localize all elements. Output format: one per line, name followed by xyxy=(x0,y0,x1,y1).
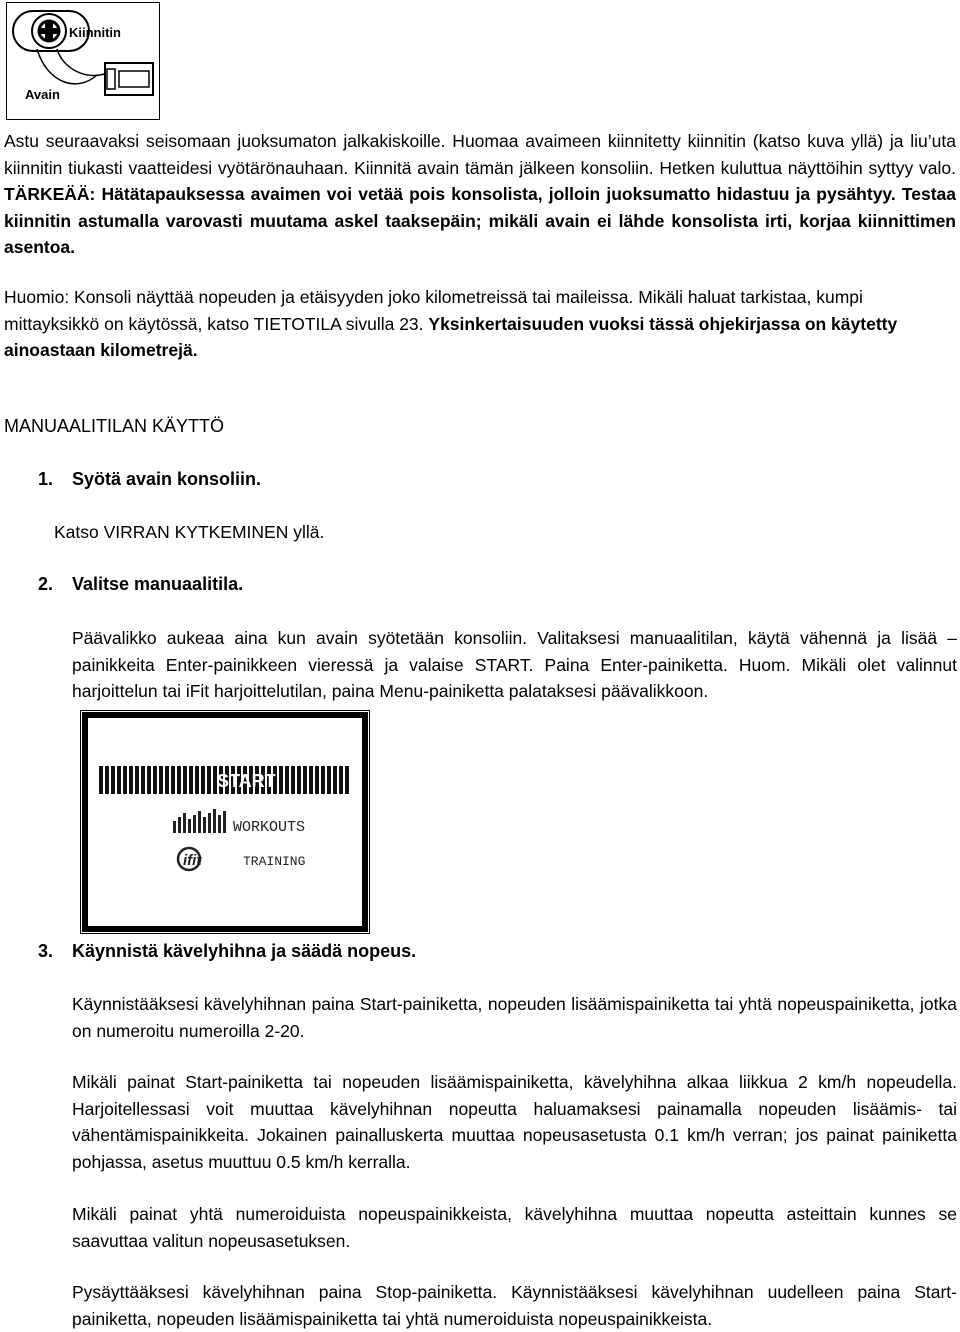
ifit-logo: ifit xyxy=(183,852,202,869)
step-2-number: 2. xyxy=(38,574,54,594)
intro-p1-text: Astu seuraavaksi seisomaan juoksumaton jalkakiskoille. Huomaa avaimeen kiinnitetty kiinnitin (katso kuva yllä) ja liu’uta kiinnitin tiukasti vaatteidesi vyötärönauhaan. Kiinnitä avain tämän jälkeen konsoliin. Hetken kuluttua näyttöihin syttyy valo. xyxy=(4,131,956,178)
key-clip-figure xyxy=(6,2,160,120)
intro-p1-warning: TÄRKEÄÄ: Hätätapauksessa avaimen voi vetää pois konsolista, jolloin juoksumatto hidastuu ja pysähtyy. Testaa kiinnitin astumalla varovasti muutama askel taaksepäin; mikäli avain ei lähde konsolista irti, korjaa kiinnittimen asentoa. xyxy=(4,184,956,257)
key-clip-illustration xyxy=(7,3,159,119)
menu-item-training: TRAINING xyxy=(243,854,306,869)
step-2-title: Valitse manuaalitila. xyxy=(72,574,244,594)
intro-p2-note: Yksinkertaisuuden vuoksi tässä ohjekirjassa on käytetty ainoastaan kilometrejä. xyxy=(4,313,898,360)
section-heading: MANUAALITILAN KÄYTTÖ xyxy=(4,416,225,436)
console-screen-illustration xyxy=(81,711,369,933)
step-3-paragraph-3: Mikäli painat yhtä numeroiduista nopeuspainikkeista, kävelyhihna muuttaa nopeutta asteittain kunnes se saavuttaa valitun nopeusasetuksen. xyxy=(72,1204,957,1251)
menu-item-start: START xyxy=(217,771,276,791)
step-3-title: Käynnistä kävelyhihna ja säädä nopeus. xyxy=(72,941,417,961)
intro-p2-text: Huomio: Konsoli näyttää nopeuden ja etäisyyden joko kilometreissä tai maileissa. Mikäli haluat tarkistaa, kumpi mittayksikkö on käytössä, katso TIETOTILA sivulla 23. xyxy=(4,287,863,334)
step-2-text: Päävalikko aukeaa aina kun avain syötetään konsoliin. Valitaksesi manuaalitilan, käytä vähennä ja lisää –painikkeita Enter-painikkeen vieressä ja valaise START. Paina Enter-painiketta. Huom. Mikäli olet valinnut harjoittelun tai iFit harjoittelutilan, paina Menu-painiketta palataksesi päävalikkoon. xyxy=(72,628,957,701)
intro-paragraph-2 xyxy=(4,284,956,364)
step-3-paragraph-4: Pysäyttääksesi kävelyhihnan paina Stop-painiketta. Käynnistääksesi kävelyhihnan uudelleen paina Start-painiketta, nopeuden lisäämispainiketta tai yhtä numeroiduista nopeuspainikkeista. xyxy=(72,1282,957,1329)
menu-item-workouts: WORKOUTS xyxy=(233,819,306,836)
console-menu-image xyxy=(80,710,370,934)
intro-paragraph-1 xyxy=(4,128,956,261)
step-1-text: Katso VIRRAN KYTKEMINEN yllä. xyxy=(54,522,325,542)
step-1-title: Syötä avain konsoliin. xyxy=(72,469,262,489)
step-3-paragraph-1: Käynnistääksesi kävelyhihnan paina Start-painiketta, nopeuden lisäämispainiketta tai yhtä nopeuspainiketta, jotka on numeroitu numeroilla 2-20. xyxy=(72,994,957,1041)
key-label: Avain xyxy=(25,87,60,102)
clip-label: Kiinnitin xyxy=(69,25,121,40)
step-1-number: 1. xyxy=(38,469,54,489)
step-3-paragraph-2: Mikäli painat Start-painiketta tai nopeuden lisäämispainiketta, kävelyhihna alkaa liikkua 2 km/h nopeudella. Harjoitellessasi voit muuttaa kävelyhihnan nopeutta haluamaksesi painamalla nopeuden lisäämis- tai vähentämispainikkeita. Jokainen painalluskerta muuttaa nopeusasetusta 0.1 km/h verran; jos painat painiketta pohjassa, asetus muuttuu 0.5 km/h kerralla. xyxy=(72,1072,957,1172)
step-3-number: 3. xyxy=(38,941,54,961)
